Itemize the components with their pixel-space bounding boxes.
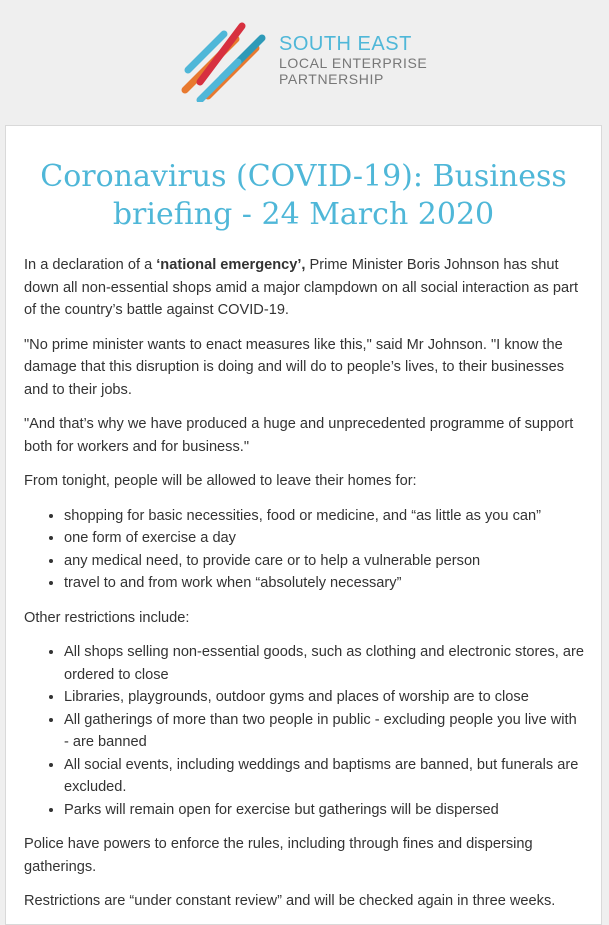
quote-paragraph-1: "No prime minister wants to enact measures like this," said Mr Johnson. "I know the damage that this disruption is doing and will do to people’s lives, to their businesses and to their jobs. <box>24 336 565 398</box>
list-item: • All gatherings of more than two people in public - excluding people you live with - are banned <box>64 709 584 754</box>
header <box>0 0 609 125</box>
restrictions-intro: Other restrictions include: <box>24 609 190 626</box>
police-paragraph: Police have powers to enforce the rules, including through fines and dispersing gatherings. <box>24 836 533 875</box>
logo-text <box>279 33 427 87</box>
intro-after: Prime Minister Boris Johnson has shut down all non-essential shops amid a major clampdown on all social interaction as part of the country’s battle against COVID-19. <box>24 257 579 318</box>
review-paragraph: Restrictions are “under constant review” and will be checked again in three weeks. <box>24 893 556 909</box>
article-title: Coronavirus (COVID-19): Business briefing - 24 March 2020 <box>40 159 567 232</box>
list-item: • Parks will remain open for exercise but gatherings will be dispersed <box>64 799 584 822</box>
list-item: • All shops selling non-essential goods, such as clothing and electronic stores, are ordered to close <box>64 641 584 686</box>
logo-line-1: SOUTH EAST <box>279 33 412 55</box>
list-item: • shopping for basic necessities, food or medicine, and “as little as you can” <box>64 505 584 528</box>
intro-before: In a declaration of a <box>24 257 157 273</box>
leave-list <box>24 505 584 595</box>
restrictions-list <box>24 641 584 821</box>
article-body <box>24 254 584 925</box>
list-item: • All social events, including weddings and baptisms are banned, but funerals are excluded. <box>64 754 584 799</box>
list-item: • any medical need, to provide care or to help a vulnerable person <box>64 550 584 573</box>
south-east-lep-logo-icon <box>180 18 270 102</box>
list-item: • travel to and from work when “absolutely necessary” <box>64 572 584 595</box>
logo-line-2: LOCAL ENTERPRISE <box>279 55 428 71</box>
article-card <box>5 125 602 925</box>
list-item: • Libraries, playgrounds, outdoor gyms and places of worship are to close <box>64 686 584 709</box>
intro-paragraph <box>24 254 584 322</box>
logo-line-3: PARTNERSHIP <box>279 71 384 87</box>
list-item: • one form of exercise a day <box>64 527 584 550</box>
quote-paragraph-2: "And that’s why we have produced a huge and unprecedented programme of support both for workers and for business." <box>24 416 574 455</box>
leave-intro: From tonight, people will be allowed to leave their homes for: <box>24 473 417 489</box>
intro-bold: ‘national emergency’, <box>156 257 306 273</box>
